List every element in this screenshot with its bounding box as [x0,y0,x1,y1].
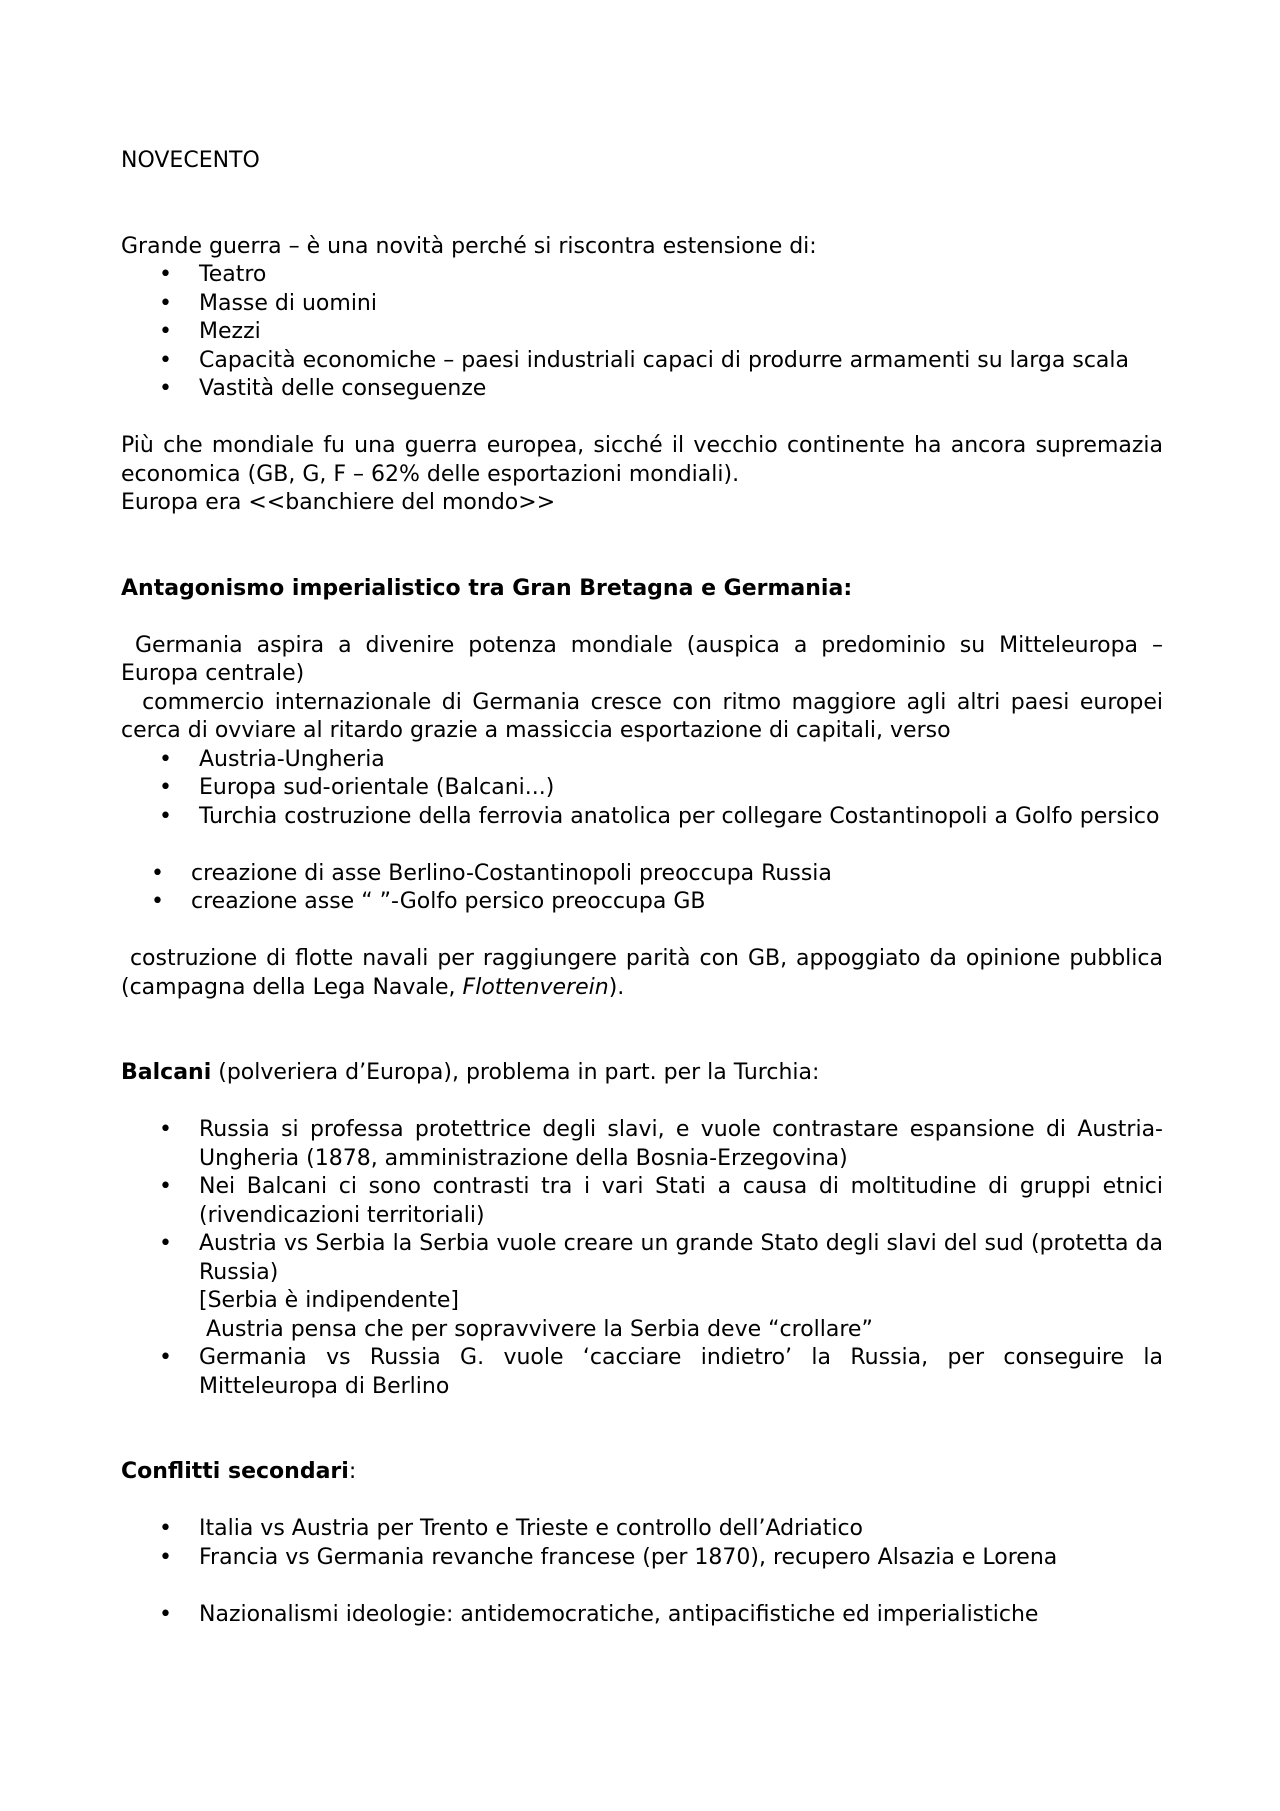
antagonismo-paragraph-2: commercio internazionale di Germania cresce con ritmo maggiore agli altri paesi europei cerca di ovviare al ritardo grazie a massiccia esportazione di capitali, verso [121,689,1177,743]
conflitti-list-2 [121,1601,1163,1630]
spacer [121,831,1163,860]
heading-bold: Conflitti secondari [121,1459,349,1484]
serbia-note: Austria pensa che per sopravvivere la Serbia deve “crollare” [199,1316,873,1342]
intro-paragraph-2: Europa era <<banchiere del mondo>> [121,490,556,515]
spacer [121,917,1163,946]
section-heading-antagonismo: Antagonismo imperialistico tra Gran Bretagna e Germania: [121,575,853,601]
balcani-list [121,1116,1163,1401]
antagonismo-list [121,746,1163,832]
italic-term: Flottenverein [462,974,609,1000]
paragraph-text: ). [608,974,625,1000]
list-item: • Francia vs Germania revanche francese (per 1870), recupero Alsazia e Lorena [121,1544,1163,1573]
conflitti-list [121,1515,1163,1572]
list-item: • Vastità delle conseguenze [121,375,1163,404]
list-item: • Mezzi [121,318,1163,347]
list-item: • creazione di asse Berlino-Costantinopoli preoccupa Russia [121,860,1163,889]
serbia-text: Austria vs Serbia la Serbia vuole creare un grande Stato degli slavi del sud (protetta da Russia) [199,1231,1163,1285]
spacer [121,176,1163,233]
list-item: • Masse di uomini [121,290,1163,319]
list-item: • creazione asse “ ”-Golfo persico preoccupa GB [121,888,1163,917]
intro-lead: Grande guerra – è una novità perché si riscontra estensione di: [121,233,817,259]
spacer [121,404,1163,433]
list-item [121,1230,1163,1344]
list-item: • Teatro [121,261,1163,290]
list-item: • Turchia costruzione della ferrovia anatolica per collegare Costantinopoli a Golfo persico [121,803,1163,832]
list-item: • Europa sud-orientale (Balcani...) [121,774,1163,803]
list-item: • Russia si professa protettrice degli slavi, e vuole contrastare espansione di Austria-Ungheria (1878, amministrazione della Bosnia-Erzegovina) [121,1116,1163,1173]
list-item: • Capacità economiche – paesi industriali capaci di produrre armamenti su larga scala [121,347,1163,376]
spacer [121,518,1163,575]
document-title: NOVECENTO [121,148,260,173]
spacer [121,1487,1163,1516]
antagonismo-paragraph-3 [121,945,1170,1002]
document-page [121,147,1177,1629]
heading-rest: (polveriera d’Europa), problema in part. per la Turchia: [211,1060,820,1085]
section-heading-balcani [121,1059,1163,1088]
spacer [121,1088,1163,1117]
list-item: • Germania vs Russia G. vuole ‘cacciare indietro’ la Russia, per conseguire la Mitteleuropa di Berlino [121,1344,1163,1401]
spacer [121,1002,1163,1059]
antagonismo-list-2 [121,860,1163,917]
heading-rest: : [348,1459,357,1484]
intro-paragraph: Più che mondiale fu una guerra europea, sicché il vecchio continente ha ancora supremazia economica (GB, G, F – 62% delle esportazioni mondiali). [121,433,1163,487]
serbia-note: [Serbia è indipendente] [199,1288,459,1313]
section-heading-conflitti [121,1458,1163,1487]
paragraph-text: costruzione di flotte navali per raggiungere parità con GB, appoggiato da opinione pubblica (campagna della Lega Navale, [121,946,1170,1000]
list-item: • Nazionalismi ideologie: antidemocratiche, antipacifistiche ed imperialistiche [121,1601,1163,1630]
spacer [121,603,1163,632]
list-item: • Nei Balcani ci sono contrasti tra i vari Stati a causa di moltitudine di gruppi etnici (rivendicazioni territoriali) [121,1173,1163,1230]
list-item: • Italia vs Austria per Trento e Trieste e controllo dell’Adriatico [121,1515,1163,1544]
list-item: • Austria-Ungheria [121,746,1163,775]
intro-list [121,261,1163,404]
heading-bold: Balcani [121,1060,212,1085]
spacer [121,1401,1163,1458]
spacer [121,1572,1163,1601]
antagonismo-paragraph-1: Germania aspira a divenire potenza mondiale (auspica a predominio su Mitteleuropa – Europa centrale) [121,632,1170,686]
